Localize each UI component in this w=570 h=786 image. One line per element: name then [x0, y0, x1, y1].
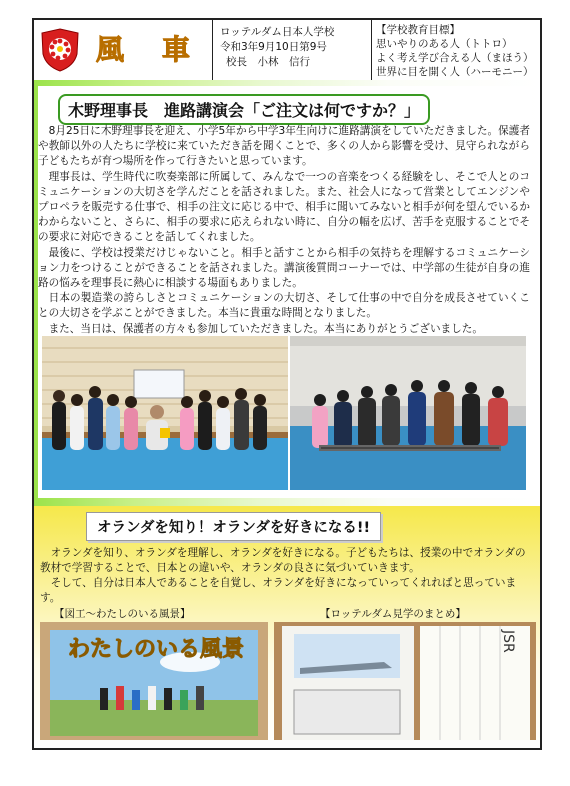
masthead-logo-cell: [34, 20, 213, 80]
article-paragraph: 8月25日に木野理事長を迎え、小学5年から中学3年生向けに進路講演をしていただきました。保護者や教師以外の人たちに学校に来ていただき話を聞くことで、多くの人から影響を受け、見守られながら子どもたちが育つ場所を作って行きたいと思っています。: [38, 125, 530, 168]
newsletter-page: [32, 18, 542, 750]
artwork-photo: [40, 622, 268, 740]
principal-name: 校長 小林 信行: [226, 56, 310, 68]
goal-item: 世界に目を開く人（ハーモニー）: [376, 66, 534, 78]
lecture-content: [38, 86, 532, 498]
article-paragraph: 最後に、学校は授業だけじゃないこと。相手と話すことから相手の気持ちを理解するコミュニケーション力をつけることができることを話されました。講演後質問コーナーでは、中学部の生徒が自身の進路の悩みを理事長に熱心に相談する場面もありました。: [38, 246, 530, 290]
article-paragraph: そして、自分は日本人であることを自覚し、オランダを好きになっていってくれればと思っています。: [40, 577, 517, 604]
article-paragraph: また、当日は、保護者の方々も参加していただきました。本当にありがとうございました。: [48, 322, 483, 335]
article-paragraph: 日本の製造業の誇らしさとコミュニケーションの大切さ、そして仕事の中で自分を成長させていくことの大切さを学ぶことができました。本当に貴重な時間となりました。: [38, 292, 530, 320]
question-session-photo: [290, 336, 526, 490]
masthead-title-kaze: 風: [96, 33, 127, 66]
issue-info: [212, 20, 372, 80]
article-paragraph: 理事長は、学生時代に吹奏楽部に所属して、みんなで一つの音楽をつくる経験をし、そこで人とのコミュニケーションの大切さを学んだことを話されました。また、社会人になって営業としてエンジンやプロペラを販売する仕事で、相手の注文に応じる中で、相手に聞いてみないと相手が何を望んでいるかわからないこと、さらに、相手の要求に応えられない時に、自分の幅を広げ、苦手を克服することでその要求に対応できることを話してくれました。: [38, 170, 530, 244]
masthead: [34, 20, 540, 82]
poster-text: JSR: [500, 630, 516, 653]
goal-item: よく考え学び合える人（まほう）: [376, 52, 534, 64]
field-trip-caption: 【ロッテルダム見学のまとめ】: [320, 608, 466, 620]
netherlands-article: [40, 546, 534, 606]
lecture-article: [38, 124, 530, 337]
lecture-title: 木野理事長 進路講演会「ご注文は何ですか？」: [58, 94, 430, 125]
school-name: ロッテルダム日本人学校: [220, 26, 335, 38]
field-trip-summary-photo: [274, 622, 536, 740]
lecture-section: [34, 80, 540, 506]
issue-date: 令和3年9月10日第9号: [220, 41, 327, 53]
masthead-title-kuruma: 車: [162, 33, 191, 66]
art-caption: 【図工～わたしのいる風景】: [54, 608, 191, 620]
school-emblem-icon: [40, 28, 80, 72]
goal-item: 思いやりのある人（トトロ）: [376, 38, 513, 50]
netherlands-section: [34, 506, 540, 748]
netherlands-title: オランダを知り！オランダを好きになる!!: [86, 512, 381, 541]
article-paragraph: オランダを知り、オランダを理解し、オランダを好きになる。子どもたちは、授業の中でオランダの教材で学習することで、日本との違いや、オランダの良さに気づいていきます。: [40, 547, 526, 574]
artwork-title-text: わたしのいる風景: [68, 637, 245, 662]
school-goals: [372, 20, 540, 80]
group-photo: [42, 336, 288, 490]
goals-heading: 【学校教育目標】: [376, 24, 460, 36]
